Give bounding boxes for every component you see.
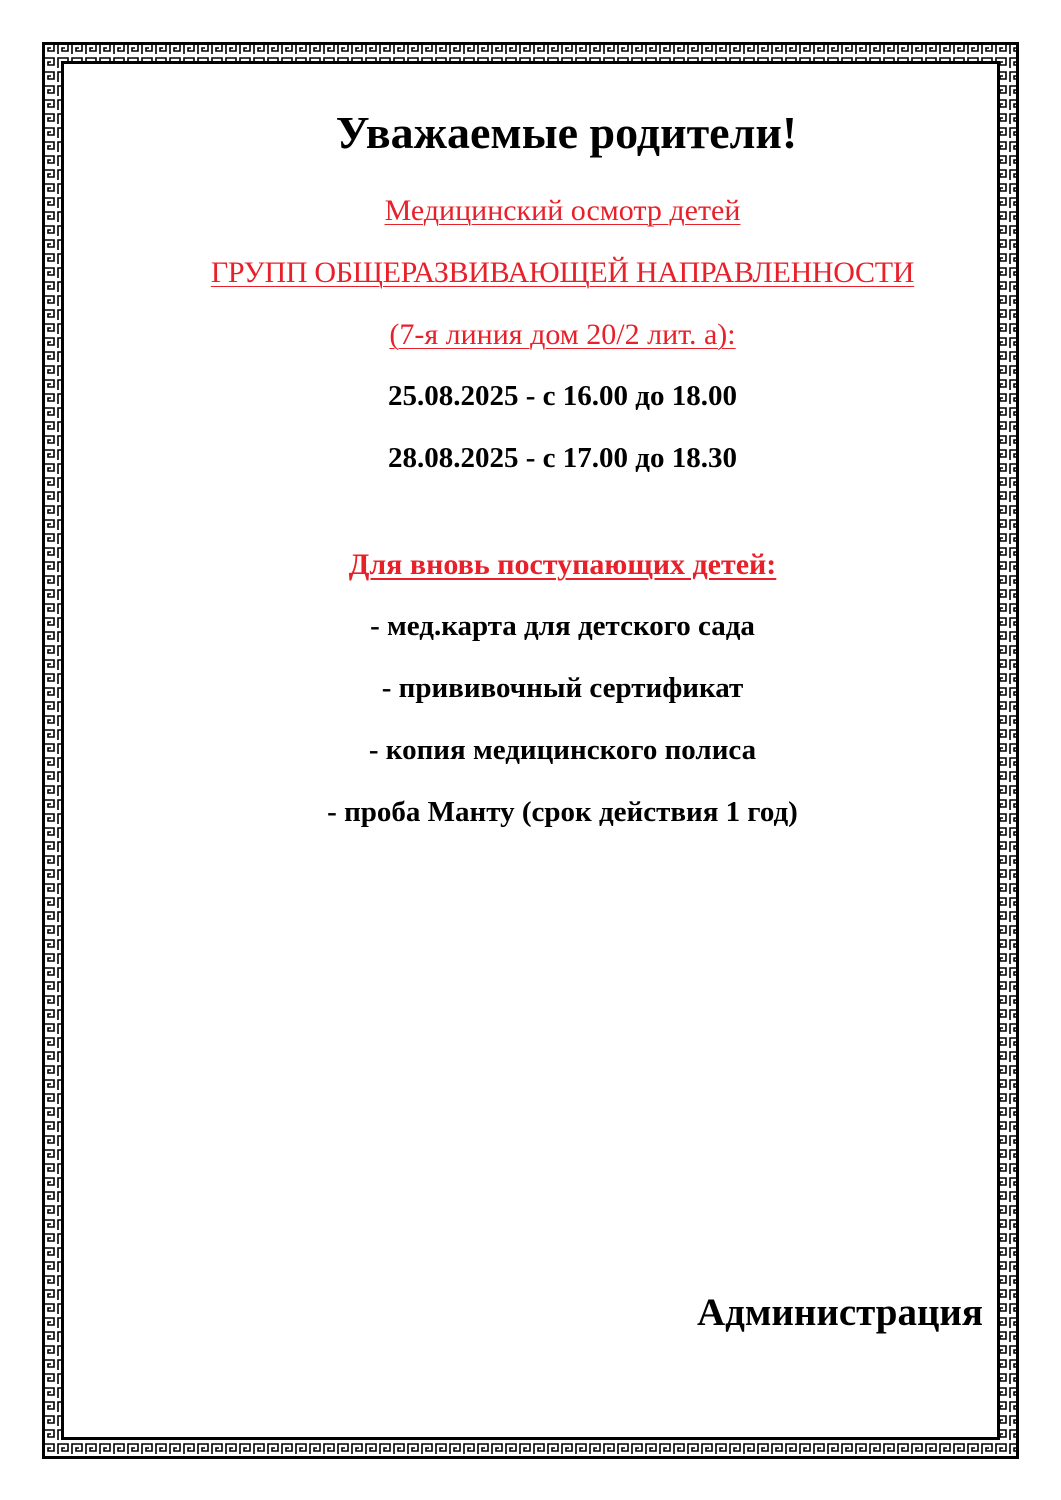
requirement-item: - копия медицинского полиса bbox=[368, 734, 757, 766]
notice-title: Уважаемые родители! bbox=[335, 107, 798, 158]
subtitle-line-2: ГРУПП ОБЩЕРАЗВИВАЮЩЕЙ НАПРАВЛЕННОСТИ bbox=[210, 256, 915, 289]
subtitle-line-1: Медицинский осмотр детей bbox=[384, 194, 741, 227]
schedule-date-2: 28.08.2025 - с 17.00 до 18.30 bbox=[388, 442, 737, 474]
notice-content bbox=[66, 66, 995, 1435]
requirement-item: - мед.карта для детского сада bbox=[370, 610, 755, 642]
requirement-item: - прививочный сертификат bbox=[381, 672, 744, 704]
subtitle-line-3: (7-я линия дом 20/2 лит. а): bbox=[389, 318, 736, 351]
schedule-date-1: 25.08.2025 - с 16.00 до 18.00 bbox=[388, 380, 737, 412]
requirement-item: - проба Манту (срок действия 1 год) bbox=[327, 796, 798, 828]
signature: Администрация bbox=[696, 1291, 983, 1334]
new-children-heading: Для вновь поступающих детей: bbox=[348, 548, 777, 581]
